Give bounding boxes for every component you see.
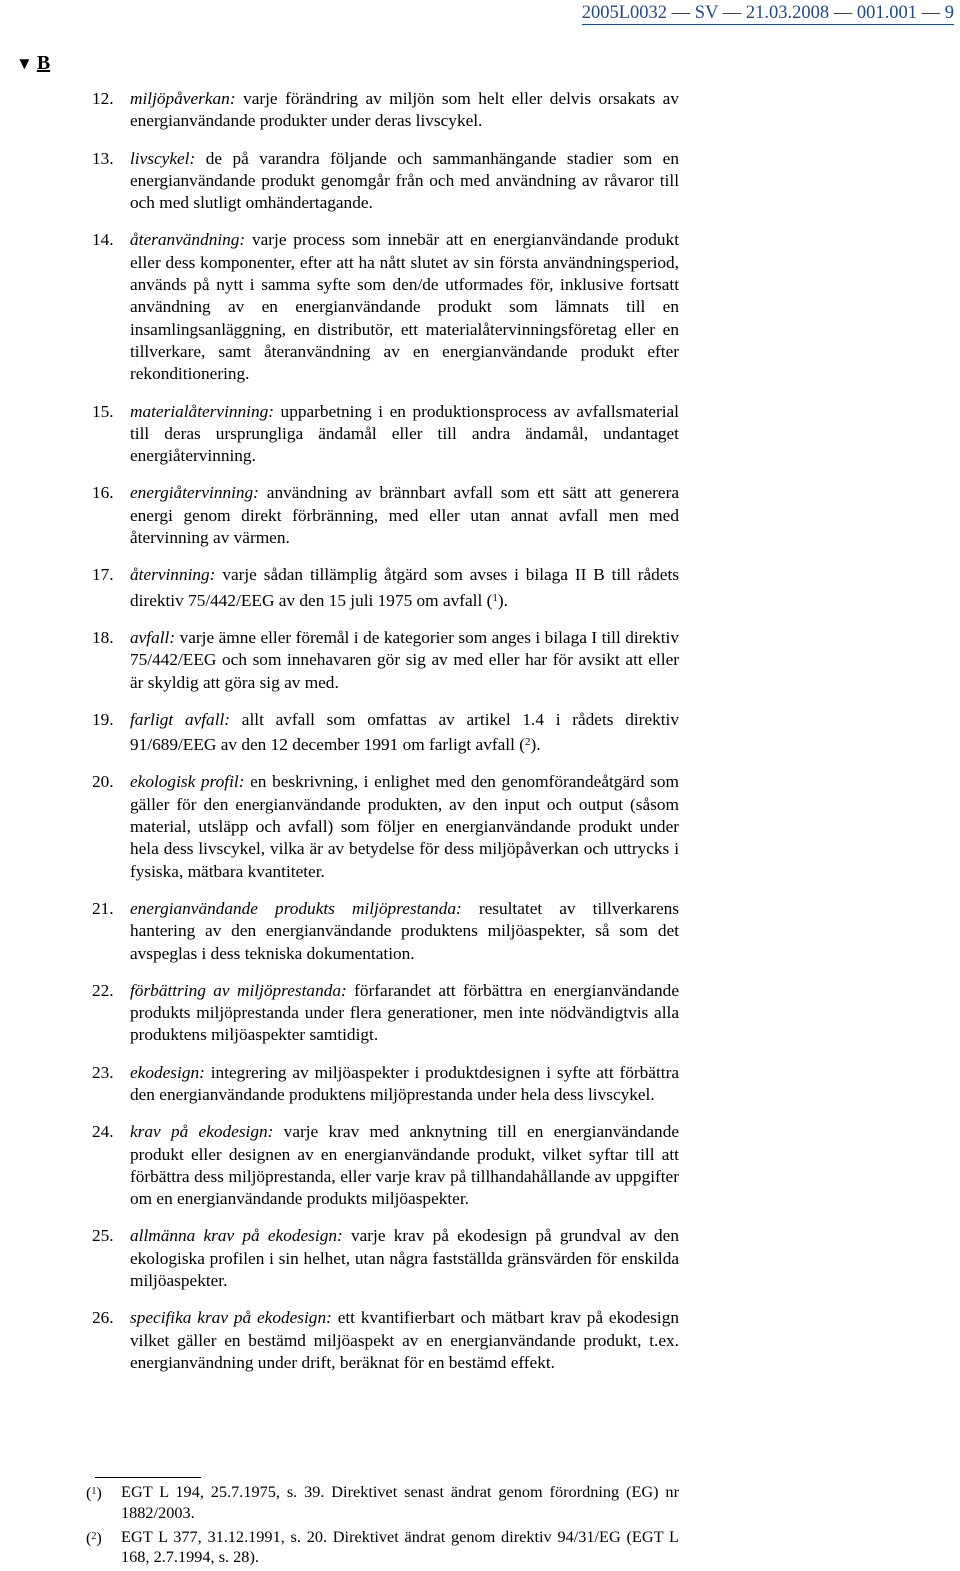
item-number: 23. [92, 1062, 114, 1082]
defined-term: miljöpåverkan: [130, 89, 236, 108]
footnote-text: EGT L 377, 31.12.1991, s. 20. Direktivet ändrat genom direktiv 94/31/EG (EGT L 168, 2.7.1994, s. 28). [121, 1526, 679, 1567]
footnote-reference[interactable]: 1 [492, 591, 498, 604]
list-item [92, 627, 679, 694]
item-number: 14. [92, 230, 114, 250]
item-text [130, 1225, 679, 1292]
footnote-text: EGT L 194, 25.7.1975, s. 39. Direktivet senast ändrat genom förordning (EG) nr 1882/2003. [121, 1482, 679, 1522]
definition-body: integrering av miljöaspekter i produktdesignen i syfte att förbättra den energianvändande produktens miljöprestanda under hela dess livscykel. [130, 1062, 679, 1104]
definition-body: varje sådan tillämplig åtgärd som avses i bilaga II B till rådets direktiv 75/442/EEG av den 15 juli 1975 om avfall ( [130, 565, 679, 610]
document-header: 2005L0032 — SV — 21.03.2008 — 001.001 — 9 [581, 3, 954, 23]
definition-body: användning av brännbart avfall som ett sätt att generera energi genom direkt förbränning, med eller utan annat avfall men med återvinning av värmen. [130, 483, 679, 548]
definition-body: upparbetning i en produktionsprocess av avfallsmaterial till deras ursprungliga ändamål eller till andra ändamål, undantaget energiåtervinning. [130, 401, 679, 466]
footnote-mark-number: 1 [91, 1486, 97, 1497]
definition-body: de på varandra följande och sammanhängande stadier som en energianvändande produkt genomgår från och med användning av råvaror till och med slutligt omhändertagande. [130, 148, 679, 213]
item-text [130, 627, 679, 694]
definition-body: varje process som innebär att en energianvändande produkt eller dess komponenter, efter att ha nått slutet av sin första användningsperiod, används på nytt i samma syfte som den/de utformades för, inklusive fortsatt användning av en energianvändande produkt som lämnats till en insamlingsanläggning, en distributör, ett materialåtervinningsföretag eller en tillverkare, samt återanvändning av en energianvändande produkt efter rekonditionering. [130, 230, 679, 384]
list-item [92, 564, 679, 612]
defined-term: ekologisk profil: [130, 772, 245, 792]
down-triangle-icon: ▼ [16, 54, 33, 73]
item-text [130, 401, 679, 468]
defined-term: livscykel: [130, 148, 196, 168]
list-item [92, 401, 679, 468]
definition-body: en beskrivning, i enlighet med den genomförandeåtgärd som gäller för den energianvändande produkten, av den input och output (såsom material, utsläpp och avfall) som följer en energianvändande produkt under hela dess livscykel, vilka är av betydelse för dess miljöpåverkan och uttrycks i fysiska, mätbara kvantiteter. [130, 772, 679, 881]
defined-term: energiåtervinning: [130, 483, 259, 503]
footnote-mark-number: 2 [91, 1530, 97, 1542]
definition-body: varje förändring av miljön som helt eller delvis orsakats av energianvändande produkter under deras livscykel. [130, 89, 679, 131]
list-item [92, 1225, 679, 1292]
defined-term: energianvändande produkts miljöprestanda: [130, 898, 462, 918]
defined-term: krav på ekodesign: [130, 1122, 274, 1142]
item-text [130, 771, 679, 882]
defined-term: avfall: [130, 627, 176, 647]
defined-term: återvinning: [130, 565, 216, 585]
item-number: 18. [92, 627, 114, 647]
defined-term: återanvändning: [130, 230, 246, 250]
item-number: 13. [92, 148, 114, 168]
amendment-marker [16, 52, 50, 75]
footnote-mark-open: ( [86, 1483, 92, 1502]
list-item [92, 709, 679, 757]
item-text [130, 148, 679, 215]
defined-term: farligt avfall: [130, 709, 231, 729]
list-item [92, 88, 679, 133]
definition-body: förfarandet att förbättra en energianvändande produkts miljöprestanda under flera generationer, men inte nödvändigtvis alla produktens miljöaspekter samtidigt. [130, 980, 679, 1045]
definitions-list [0, 88, 960, 1389]
list-item [92, 482, 679, 549]
footnote-reference[interactable]: 2 [524, 736, 531, 749]
definition-body: allt avfall som omfattas av artikel 1.4 i rådets direktiv 91/689/EEG av den 12 december 1991 om farligt avfall ( [130, 709, 679, 755]
footnote-mark-close: ) [96, 1527, 102, 1547]
item-number: 17. [92, 565, 114, 585]
footnote-separator [95, 1477, 201, 1478]
footnote-mark [86, 1482, 102, 1504]
item-text [130, 898, 679, 965]
defined-term: materialåtervinning: [130, 401, 274, 421]
footnote-mark [86, 1527, 102, 1549]
footnote-mark-open: ( [86, 1527, 92, 1547]
footnote [86, 1482, 679, 1524]
defined-term: förbättring av miljöprestanda: [130, 980, 347, 1000]
item-number: 15. [92, 401, 114, 421]
item-number: 22. [92, 980, 114, 1000]
item-text [130, 1121, 679, 1210]
item-number: 21. [92, 898, 114, 918]
list-item [92, 980, 679, 1047]
item-number: 25. [92, 1226, 114, 1246]
definition-body: varje krav på ekodesign på grundval av den ekologiska profilen i sin helhet, utan några fastställda gränsvärden för enskilda miljöaspekter. [130, 1226, 679, 1291]
item-text [130, 482, 679, 549]
item-number: 12. [92, 89, 114, 108]
item-number: 20. [92, 772, 114, 792]
list-item [92, 1062, 679, 1107]
item-number: 24. [92, 1122, 114, 1142]
item-text [130, 1307, 679, 1374]
item-text [130, 980, 679, 1047]
defined-term: ekodesign: [130, 1062, 205, 1082]
list-item [92, 1121, 680, 1210]
item-text [130, 709, 679, 757]
list-item [92, 229, 679, 385]
definition-body: ett kvantifierbart och mätbart krav på ekodesign vilket gäller en bestämd miljöaspekt av en energianvändande produkt, t.ex. energianvändning under drift, beräknat för en bestämd effekt. [130, 1308, 679, 1372]
item-text [130, 1062, 679, 1107]
definition-body-end: ). [497, 590, 508, 610]
item-text [130, 88, 679, 133]
list-item [92, 771, 679, 882]
definition-body: varje krav med anknytning till en energianvändande produkt eller designen av en energianvändande produkt, vilket syftar till att förbättra dess miljöprestanda, eller varje krav på tillhandahållande av uppgifter om en energianvändande produkts miljöaspekter. [130, 1122, 680, 1209]
item-text [130, 564, 679, 612]
list-item [92, 898, 680, 965]
amendment-link-b[interactable]: B [36, 52, 51, 74]
definition-body-end: ). [530, 735, 541, 755]
footnotes [86, 1482, 679, 1571]
item-number: 19. [92, 709, 114, 729]
definition-body: varje ämne eller föremål i de kategorier som anges i bilaga I till direktiv 75/442/EEG och som innehavaren gör sig av med eller har för avsikt att eller är skyldig att göra sig av med. [130, 627, 679, 692]
list-item [92, 148, 679, 215]
definition-body: resultatet av tillverkarens hantering av den energianvändande produktens miljöaspekter, så som det avspeglas i dess tekniska dokumentation. [130, 898, 680, 963]
footnote [86, 1527, 679, 1569]
item-number: 16. [92, 483, 114, 503]
defined-term: allmänna krav på ekodesign: [130, 1226, 343, 1246]
footnote-mark-close: ) [96, 1483, 102, 1502]
item-text [130, 229, 679, 385]
item-number: 26. [92, 1308, 114, 1328]
list-item [92, 1307, 679, 1374]
defined-term: specifika krav på ekodesign: [130, 1308, 332, 1328]
